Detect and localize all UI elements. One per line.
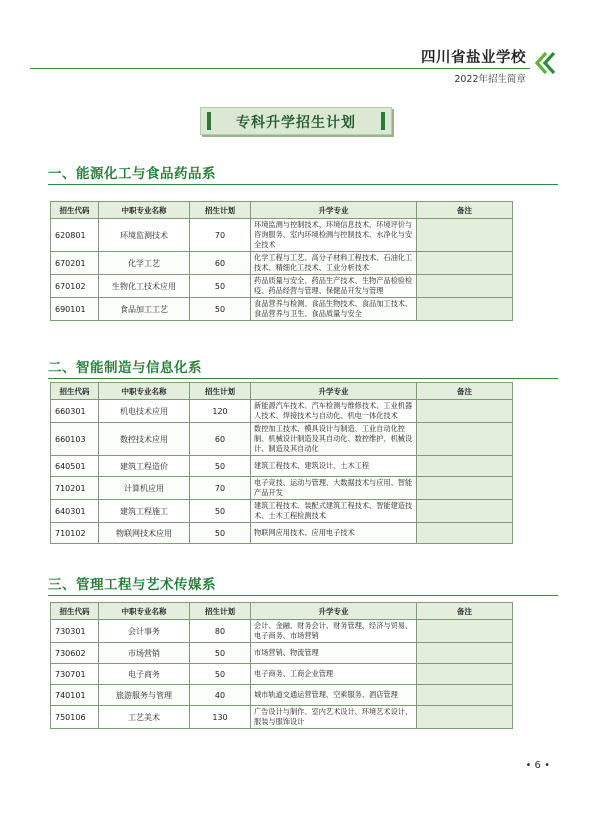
section-title-manufacturing: 二、智能制造与信息化系	[48, 360, 202, 376]
notes-cell	[417, 706, 513, 729]
program-name: 建筑工程施工	[99, 500, 190, 523]
page-title: 专科升学招生计划	[236, 115, 356, 131]
program-name: 食品加工工艺	[99, 298, 190, 321]
enrollment-quota: 50	[190, 643, 251, 664]
table-row	[51, 477, 513, 500]
notes-cell	[417, 620, 513, 643]
table-header-row	[51, 383, 513, 400]
table-row	[51, 423, 513, 456]
enrollment-quota: 80	[190, 620, 251, 643]
table-row	[51, 275, 513, 298]
notes-cell	[417, 523, 513, 544]
plan-table-energy-food	[50, 201, 513, 321]
page-banner	[200, 107, 392, 135]
enrollment-quota: 120	[190, 400, 251, 423]
enrollment-quota: 50	[190, 298, 251, 321]
further-study-majors: 市场营销、物流管理	[251, 643, 417, 664]
header-notes: 备注	[417, 202, 513, 219]
table-row	[51, 500, 513, 523]
program-code: 640501	[51, 456, 99, 477]
header-code: 招生代码	[51, 603, 99, 620]
further-study-majors: 化学工程与工艺、高分子材料工程技术、石油化工技术、精细化工技术、工业分析技术	[251, 252, 417, 275]
plan-table-management-arts	[50, 602, 513, 729]
further-study-majors: 数控加工技术、模具设计与制造、工业自动化控制、机械设计制造及其自动化、数控维护、机械设计、制造及其自动化	[251, 423, 417, 456]
brochure-subtitle: 2022年招生简章	[454, 74, 526, 85]
header-code: 招生代码	[51, 202, 99, 219]
program-code: 710102	[51, 523, 99, 544]
further-study-majors: 食品营养与检测、食品生物技术、食品加工技术、食品营养与卫生、食品质量与安全	[251, 298, 417, 321]
program-name: 电子商务	[99, 664, 190, 685]
program-code: 670102	[51, 275, 99, 298]
further-study-majors: 建筑工程技术、装配式建筑工程技术、智能建造技术、土木工程检测技术	[251, 500, 417, 523]
page-number: • 6 •	[525, 760, 550, 771]
enrollment-quota: 60	[190, 423, 251, 456]
header-majors: 升学专业	[251, 202, 417, 219]
header-divider	[30, 68, 530, 69]
further-study-majors: 环境监测与控制技术、环境信息技术、环境评价与咨询服务、室内环境检测与控制技术、水净化与安全技术	[251, 219, 417, 252]
notes-cell	[417, 500, 513, 523]
program-code: 640301	[51, 500, 99, 523]
table-row	[51, 685, 513, 706]
further-study-majors: 电子商务、工商企业管理	[251, 664, 417, 685]
notes-cell	[417, 423, 513, 456]
enrollment-quota: 50	[190, 500, 251, 523]
enrollment-quota: 50	[190, 275, 251, 298]
header-notes: 备注	[417, 603, 513, 620]
enrollment-quota: 70	[190, 477, 251, 500]
further-study-majors: 物联网应用技术、应用电子技术	[251, 523, 417, 544]
table-row	[51, 643, 513, 664]
plan-table-manufacturing	[50, 382, 513, 544]
further-study-majors: 药品质量与安全、药品生产技术、生物产品检验检疫、药品经营与管理、保健品开发与管理	[251, 275, 417, 298]
enrollment-quota: 70	[190, 219, 251, 252]
program-code: 660301	[51, 400, 99, 423]
double-chevron-left-icon	[534, 50, 556, 76]
table-header-row	[51, 202, 513, 219]
program-code: 730602	[51, 643, 99, 664]
program-code: 620801	[51, 219, 99, 252]
notes-cell	[417, 456, 513, 477]
enrollment-quota: 50	[190, 664, 251, 685]
page-header	[0, 40, 600, 85]
further-study-majors: 广告设计与制作、室内艺术设计、环境艺术设计、服装与服饰设计	[251, 706, 417, 729]
enrollment-quota: 50	[190, 523, 251, 544]
table-row	[51, 620, 513, 643]
further-study-majors: 建筑工程技术、建筑设计、土木工程	[251, 456, 417, 477]
table-row	[51, 219, 513, 252]
program-code: 710201	[51, 477, 99, 500]
further-study-majors: 城市轨道交通运营管理、空乘服务、酒店管理	[251, 685, 417, 706]
notes-cell	[417, 477, 513, 500]
table-header-row	[51, 603, 513, 620]
notes-cell	[417, 219, 513, 252]
program-name: 计算机应用	[99, 477, 190, 500]
header-quota: 招生计划	[190, 603, 251, 620]
section-title-management-arts: 三、管理工程与艺术传媒系	[48, 577, 216, 593]
notes-cell	[417, 298, 513, 321]
table-row	[51, 400, 513, 423]
header-program-name: 中职专业名称	[99, 383, 190, 400]
header-code: 招生代码	[51, 383, 99, 400]
notes-cell	[417, 643, 513, 664]
table-row	[51, 456, 513, 477]
section-title-energy-food: 一、能源化工与食品药品系	[48, 166, 216, 182]
notes-cell	[417, 685, 513, 706]
program-name: 机电技术应用	[99, 400, 190, 423]
further-study-majors: 电子竞技、运动与管理、大数据技术与应用、智能产品开发	[251, 477, 417, 500]
program-code: 730301	[51, 620, 99, 643]
program-name: 生物化工技术应用	[99, 275, 190, 298]
section-divider	[48, 595, 558, 596]
program-code: 660103	[51, 423, 99, 456]
header-program-name: 中职专业名称	[99, 603, 190, 620]
header-quota: 招生计划	[190, 383, 251, 400]
program-name: 工艺美术	[99, 706, 190, 729]
section-divider	[48, 184, 558, 185]
program-name: 建筑工程造价	[99, 456, 190, 477]
notes-cell	[417, 275, 513, 298]
table-row	[51, 298, 513, 321]
enrollment-quota: 130	[190, 706, 251, 729]
program-name: 旅游服务与管理	[99, 685, 190, 706]
table-row	[51, 252, 513, 275]
table-row	[51, 523, 513, 544]
program-code: 730701	[51, 664, 99, 685]
table-row	[51, 664, 513, 685]
further-study-majors: 新能源汽车技术、汽车检测与维修技术、工业机器人技术、焊接技术与自动化、机电一体化技术	[251, 400, 417, 423]
notes-cell	[417, 400, 513, 423]
program-name: 会计事务	[99, 620, 190, 643]
section-divider	[48, 378, 558, 379]
header-majors: 升学专业	[251, 603, 417, 620]
header-notes: 备注	[417, 383, 513, 400]
program-code: 690101	[51, 298, 99, 321]
enrollment-quota: 40	[190, 685, 251, 706]
program-name: 市场营销	[99, 643, 190, 664]
notes-cell	[417, 252, 513, 275]
program-code: 750106	[51, 706, 99, 729]
school-name: 四川省盐业学校	[421, 49, 526, 66]
further-study-majors: 会计、金融、财务会计、财务管理、经济与贸易、电子商务、市场营销	[251, 620, 417, 643]
program-code: 740101	[51, 685, 99, 706]
notes-cell	[417, 664, 513, 685]
table-row	[51, 706, 513, 729]
program-name: 化学工艺	[99, 252, 190, 275]
program-name: 物联网技术应用	[99, 523, 190, 544]
header-program-name: 中职专业名称	[99, 202, 190, 219]
enrollment-quota: 60	[190, 252, 251, 275]
header-majors: 升学专业	[251, 383, 417, 400]
enrollment-quota: 50	[190, 456, 251, 477]
program-name: 环境监测技术	[99, 219, 190, 252]
program-name: 数控技术应用	[99, 423, 190, 456]
header-quota: 招生计划	[190, 202, 251, 219]
program-code: 670201	[51, 252, 99, 275]
